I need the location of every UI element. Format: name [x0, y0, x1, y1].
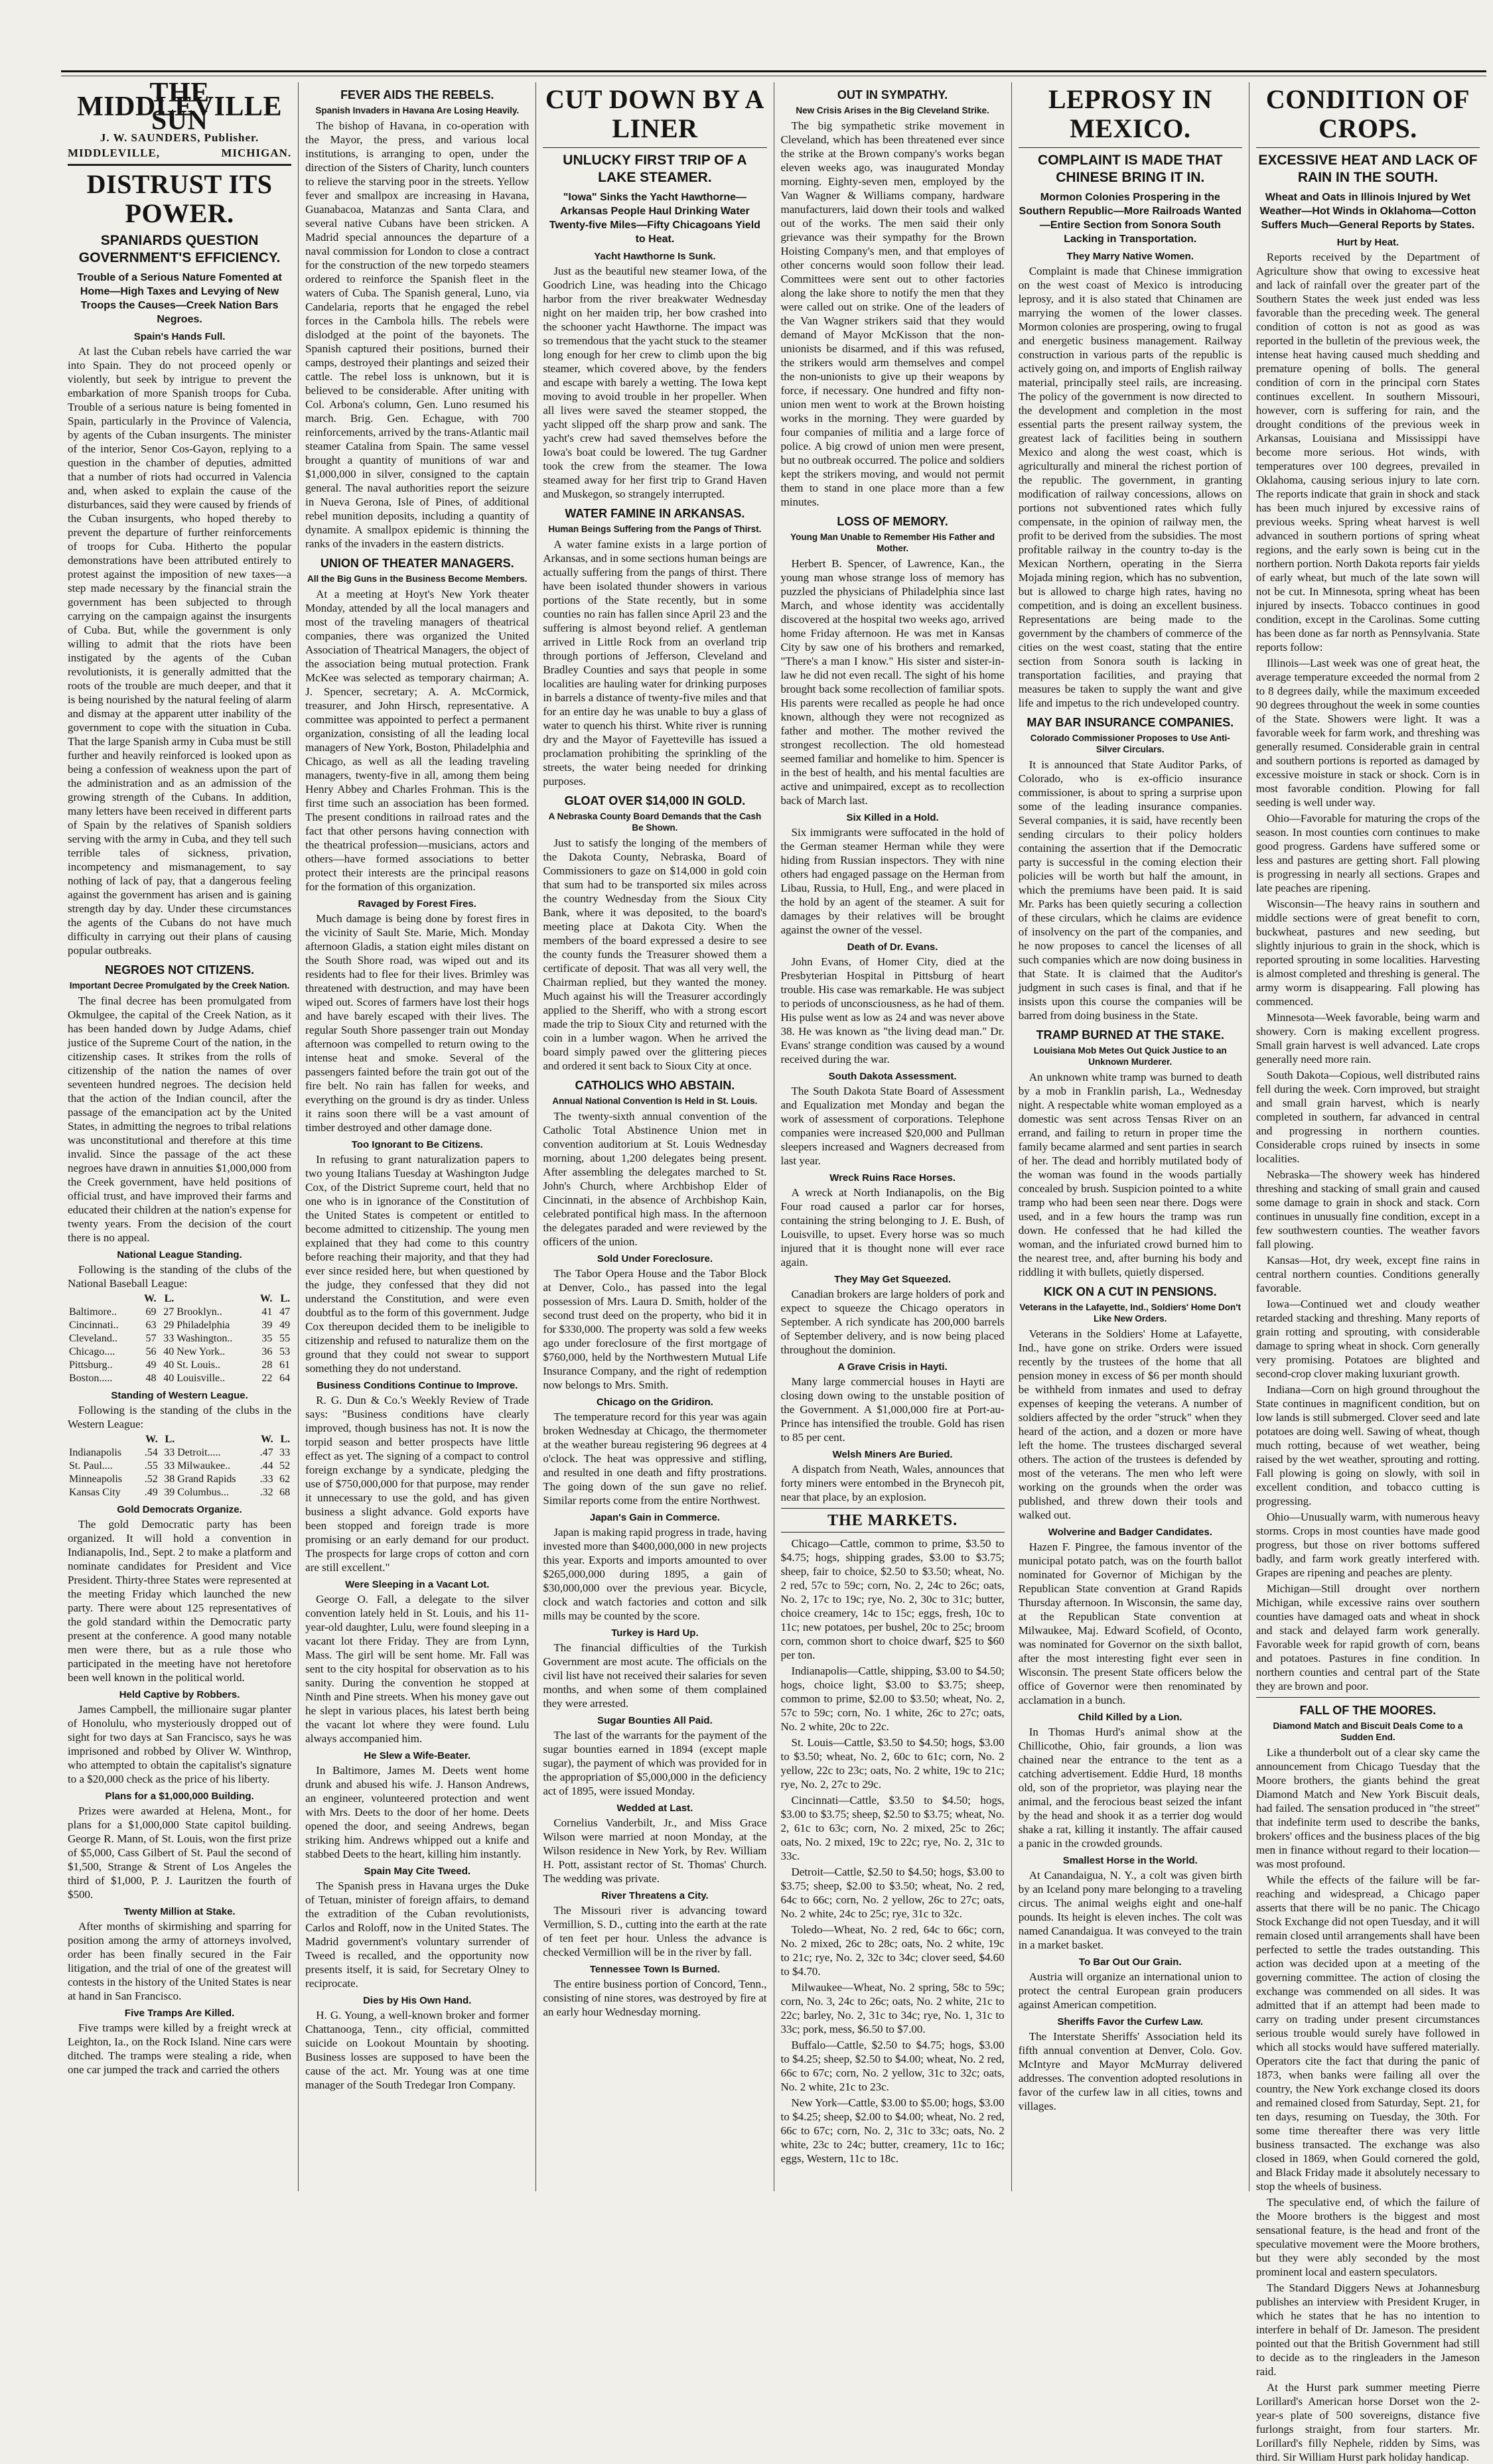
deck-secondary: "Iowa" Sinks the Yacht Hawthorne—Arkansas People Haul Drinking Water Twenty-five Miles—Fifty Chicagoans Yield to Heat.	[549, 192, 760, 245]
team-stat: .47	[259, 1447, 273, 1458]
market-report: Milwaukee—Wheat, No. 2 spring, 58c to 59c; corn, No. 3, 24c to 26c; oats, No. 2 white, 21c to 22c; barley, No. 2, 31c to 34c; rye, No. 1, 31c to 33c; pork, mess, $6.50 to $7.00.	[780, 1981, 1005, 2035]
team-name: Indianapolis	[69, 1447, 122, 1458]
team-stat: 38	[164, 1473, 175, 1485]
market-report: New York—Cattle, $3.00 to $5.00; hogs, $3.00 to $4.25; sheep, $2.00 to $4.00; wheat, No. 2 red, 66c to 67c; corn, No. 2, 31c to 33c; oats, No. 2 white, 23c to 24c; butter, creamery, 11c to 16c; eggs, Western, 11c to 18c.	[780, 2096, 1005, 2165]
article-deck: A Nebraska County Board Demands that the Cash Be Shown.	[548, 811, 762, 833]
article-title: Too Ignorant to Be Citizens.	[351, 1139, 483, 1150]
article-body: In Baltimore, James M. Deets went home drunk and abused his wife. J. Hanson Andrews, an engineer, volunteered protection and went with Mrs. Deets to the door of her home. Deets opened the door, and seeing Andrews, began striking him. Andrews whipped out a knife and stabbed Deets to the heart, killing him instantly.	[305, 1764, 530, 1860]
article-title: He Slew a Wife-Beater.	[364, 1750, 471, 1761]
table-row	[68, 1372, 291, 1385]
market-report: St. Louis—Cattle, $3.50 to $4.50; hogs, $3.00 to $3.50; wheat, No. 2, 60c to 61c; corn, No. 2 yellow, 22c to 23c; oats, No. 2 white, 19c to 21c; rye, No. 2, 27c to 29c.	[780, 1736, 1005, 1791]
article-body: The Missouri river is advancing toward Vermillion, S. D., cutting into the earth at the rate of ten feet per hour. Unless the advance is checked Vermillion will be in the river by fall.	[543, 1904, 767, 1958]
article-deck: Veterans in the Lafayette, Ind., Soldiers' Home Don't Like New Orders.	[1019, 1302, 1242, 1324]
article-body: The financial difficulties of the Turkish Government are most acute. The officials on the civil list have not received their salaries for seven months, and when some of them complained they were arrested.	[543, 1641, 767, 1710]
article-title: Twenty Million at Stake.	[123, 1906, 236, 1917]
team-stat: 33	[163, 1333, 175, 1344]
article-body: Ohio—Unusually warm, with numerous heavy storms. Crops in most counties have made good progress, but those on river bottoms suffered badly, and farm work greatly interfered with. Grapes are ripening and peaches are plenty.	[1255, 1511, 1480, 1579]
article-title: Spain May Cite Tweed.	[364, 1866, 471, 1877]
markets-title: THE MARKETS.	[827, 1512, 958, 1529]
team-stat: .55	[144, 1460, 158, 1472]
masthead-state: MICHIGAN.	[221, 147, 292, 159]
article-title: LOSS OF MEMORY.	[837, 515, 948, 528]
team-stat: 40	[163, 1359, 175, 1371]
team-stat: 39	[261, 1320, 273, 1331]
article-title: Held Captive by Robbers.	[119, 1689, 240, 1700]
team-stat: 49	[145, 1359, 157, 1371]
masthead-publisher-line	[68, 131, 291, 145]
team-name: St. Paul....	[69, 1460, 113, 1472]
column-1	[61, 78, 299, 2191]
article-body: Five tramps were killed by a freight wreck at Leighton, Ia., on the Rock Island. Nine cars were ditched. The tramps were stealing a ride, when one car jumped the track and carried the others	[68, 2021, 292, 2076]
article-title: Welsh Miners Are Buried.	[832, 1449, 953, 1460]
team-stat: 33	[279, 1447, 291, 1458]
article-body: Michigan—Still drought over northern Michigan, while excessive rains over southern counties have damaged oats and wheat in shock and stack and delayed farm work generally. Favorable week for rapid growth of corn, beans and potatoes. Pastures in fine condition. In northern counties and central part of the State they are brown and poor.	[1255, 1582, 1480, 1692]
article-body: The South Dakota State Board of Assessment and Equalization met Monday and began the work of assessment of corporations. Telephone companies were increased $20,000 and Pullman sleepers increased and Wagners decreased from last year.	[780, 1085, 1005, 1167]
article-body: The Standard Diggers News at Johannesburg publishes an interview with President Kruger, in which he states that he has no intention to interfere in behalf of Dr. Jameson. The president pointed out that the British Government had still to decide as to the ringleaders in the Jameson raid.	[1255, 2282, 1480, 2378]
team-name: Minneapolis	[69, 1473, 122, 1485]
deck-primary: COMPLAINT IS MADE THAT CHINESE BRING IT IN.	[1038, 153, 1223, 185]
team-stat: 36	[261, 1346, 273, 1357]
article-deck: Human Beings Suffering from the Pangs of Thirst.	[548, 524, 762, 534]
top-rule	[61, 70, 1486, 72]
article-body: A dispatch from Neath, Wales, announces that forty miners were entombed in the Brynecoh pit, near that place, by an explosion.	[780, 1463, 1005, 1503]
article-title: National League Standing.	[117, 1249, 242, 1261]
column-3	[536, 82, 774, 2191]
headline: DISTRUST ITS POWER.	[86, 169, 273, 228]
team-stat: 53	[279, 1346, 291, 1357]
rule	[1019, 147, 1242, 148]
article-title: GLOAT OVER $14,000 IN GOLD.	[564, 794, 746, 807]
article-body: Canadian brokers are large holders of pork and expect to squeeze the Chicago operators in September. A rich syndicate has 200,000 barrels of September delivery, and is now being placed throughout the dominion.	[780, 1288, 1005, 1356]
team-stat: 22	[261, 1373, 273, 1384]
column-5	[1012, 82, 1249, 2191]
team-name: Boston.....	[69, 1373, 113, 1384]
article-body: Hazen F. Pingree, the famous inventor of the municipal potato patch, was on the fourth ballot nominated for Governor of Michigan by the Republican State convention at Grand Rapids Thursday afternoon. In Wisconsin, the same day, at the Republican State convention at Milwaukee, Maj. Edward Scofield, of Oconto, was nominated for Governor on the sixth ballot, after the most interesting fight ever seen in Wisconsin. The present State officers below the office of Governor were then renominated by acclamation in a bunch.	[1018, 1540, 1242, 1706]
team-name: Louisville..	[177, 1373, 226, 1384]
article-body: South Dakota—Copious, well distributed rains fell during the week. Corn improved, but straight and small grain harvest, which is nearly completed in southern, far advanced in central and progressing in northern counties. Considerable crops ruined by insects in some localities.	[1255, 1069, 1480, 1165]
article-body: H. G. Young, a well-known broker and former Chattanooga, Tenn., city official, committed suicide on Lookout Mountain by shooting. Business losses are supposed to have been the cause of the act. Mr. Young was at one time manager of the South Tredegar Iron Company.	[305, 2009, 530, 2091]
team-stat: .44	[259, 1460, 273, 1472]
table-header: W. L. W. L.	[143, 1293, 291, 1304]
article-body: James Campbell, the millionaire sugar planter of Honolulu, who mysteriously dropped out of sight for two days at San Francisco, says he was imprisoned and robbed by Oliver W. Winthrop, who attempted to obtain the capitalist's signature to a $20,000 check as the price of his liberty.	[68, 1703, 292, 1785]
article-body: The gold Democratic party has been organized. It will hold a convention in Indianapolis, Ind., Sept. 2 to make a platform and nominate candidates for President and Vice President. Thirty-three States were represented at the meeting Friday which launched the new party. There were about 125 representatives of the gold standard within the Democratic party present at the conference. A good many notable men were there, but as a rule those who participated in the meeting have not heretofore been well known in the political world.	[68, 1518, 292, 1684]
team-stat: 47	[279, 1306, 291, 1318]
article-body: R. G. Dun & Co.'s Weekly Review of Trade says: "Business conditions have clearly improved, though business has not. It is now the torpid season and better prospects have little effect as yet. The signing of a compact to control foreign exchange by a syndicate, pledging the use of $750,000,000 for that purpose, may render it unnecessary to use the gold, and has given business a slight advance. Gold exports have been stopped and foreign trade is more promising or an early demand for our product. The prospects for large crops of cotton and corn are still excellent."	[305, 1394, 530, 1574]
table-header: W. L. W. L.	[145, 1434, 291, 1445]
article-title: Ravaged by Forest Fires.	[358, 898, 476, 910]
article-body: Nebraska—The showery week has hindered threshing and stacking of small grain and caused some damage to grain in shock and stack. Corn continues in unusually fine condition, except in a few southwestern counties. The weather favors fall plowing.	[1255, 1168, 1480, 1251]
article-body: Minnesota—Week favorable, being warm and showery. Corn is making excellent progress. Small grain harvest is well advanced. Late crops generally need more rain.	[1255, 1011, 1480, 1065]
article-body: The Spanish press in Havana urges the Duke of Tetuan, minister of foreign affairs, to demand the extradition of the Cuban revolutionists, Carlos and Roloff, now in the United States. The Madrid government's voluntary surrender of Tweed is recalled, and the opportunity now presents itself, it is said, for Secretary Olney to reciprocate.	[305, 1880, 530, 1990]
deck-primary: EXCESSIVE HEAT AND LACK OF RAIN IN THE SOUTH.	[1258, 153, 1478, 185]
team-stat: 68	[279, 1487, 291, 1498]
table-row	[68, 1359, 291, 1372]
article-title: Smallest Horse in the World.	[1062, 1855, 1198, 1866]
team-stat: 40	[163, 1346, 175, 1357]
article-title: WATER FAMINE IN ARKANSAS.	[565, 507, 745, 520]
team-stat: .54	[144, 1447, 158, 1458]
article-title: Turkey is Hard Up.	[611, 1627, 699, 1639]
article-body: Cornelius Vanderbilt, Jr., and Miss Grace Wilson were married at noon Monday, at the Wilson residence in New York, by Rev. William H. Pott, assistant rector of St. Thomas' Church. The wedding was private.	[543, 1816, 767, 1885]
team-name: Columbus...	[177, 1487, 229, 1498]
article-body: Wisconsin—The heavy rains in southern and middle sections were of great benefit to corn, buckwheat, pastures and new seeding, but slightly injurious to grain in the shock, which is reported sprouting in some localities. Harvesting is almost completed and threshing is general. The army worm is disappearing. Fall plowing has commenced.	[1255, 898, 1480, 1008]
article-body: The last of the warrants for the payment of the sugar bounties earned in 1894 (except maple sugar), the payment of which was provided for in the appropriation of $5,000,000 in the deficiency act of 1895, were issued Monday.	[543, 1729, 767, 1797]
team-stat: .49	[144, 1487, 158, 1498]
team-stat: 48	[145, 1373, 157, 1384]
masthead-town: MIDDLEVILLE,	[68, 147, 161, 159]
western-league-rows	[68, 1446, 291, 1499]
article-title: Standing of Western League.	[111, 1390, 248, 1401]
article-title: FALL OF THE MOORES.	[1299, 1704, 1437, 1717]
article-deck: Louisiana Mob Metes Out Quick Justice to an Unknown Murderer.	[1033, 1046, 1227, 1067]
team-stat: 49	[279, 1320, 291, 1331]
table-row	[68, 1332, 291, 1345]
article-body: Six immigrants were suffocated in the hold of the German steamer Herman while they were hiding from Russian inspectors. They with nine others had engaged passage on the Herman from Libau, Russia, to Hull, Eng., and were placed in the hold by an agent of the steamer. A suit for damages by their relatives will be brought against the owner of the vessel.	[780, 826, 1005, 936]
market-report: Indianapolis—Cattle, shipping, $3.00 to $4.50; hogs, choice light, $3.00 to $3.75; sheep, common to prime, $2.00 to $3.50; wheat, No. 2, 57c to 59c; corn, No. 1 white, 26c to 27c; oats, No. 2 white, 20c to 22c.	[780, 1665, 1005, 1733]
article-title: They Marry Native Women.	[1066, 251, 1194, 262]
article-body: In refusing to grant naturalization papers to two young Italians Tuesday at Washington Judge Cox, of the District Supreme court, held that no one who is in ignorance of the Constitution of the United States is competent or entitled to become admitted to citizenship. The young men explained that they had come to this country before reaching their majority, and that they had ever since resided here, but when questioned by the judge, they confessed that they did not understand the Constitution, and were even doubtful as to the form of this government. Judge Cox thereupon decided them to be ineligible to citizenship and refused to naturalize them on the ground that they could not swear to support something they do not understand.	[305, 1153, 530, 1375]
market-report: Toledo—Wheat, No. 2 red, 64c to 66c; corn, No. 2 mixed, 26c to 28c; oats, No. 2 white, 19c to 21c; rye, No. 2, 32c to 34c; clover seed, $4.60 to $4.70.	[780, 1923, 1005, 1978]
article-title: Wolverine and Badger Candidates.	[1048, 1527, 1212, 1538]
deck-primary: UNLUCKY FIRST TRIP OF A LAKE STEAMER.	[563, 153, 747, 185]
masthead-location-line	[68, 146, 291, 160]
article-title: Child Killed by a Lion.	[1078, 1712, 1182, 1723]
article-body: Austria will organize an international union to protect the central European grain producers against American competition.	[1018, 1970, 1242, 2011]
article-body: Iowa—Continued wet and cloudy weather retarded stacking and threshing. Many reports of grain rotting and sprouting, with considerable damage to spring wheat in shock. Corn generally very promising. Potatoes are blighted and second-crop clover making luxuriant growth.	[1255, 1298, 1480, 1380]
article-body: Following is the standing of the clubs of the National Baseball League:	[68, 1263, 292, 1290]
article-title: UNION OF THEATER MANAGERS.	[320, 557, 514, 570]
article-deck: Important Decree Promulgated by the Creek Nation.	[69, 981, 290, 991]
team-name: Philadelphia	[177, 1320, 230, 1331]
rule	[781, 1532, 1005, 1533]
market-report: Cincinnati—Cattle, $3.50 to $4.50; hogs, $3.00 to $3.75; sheep, $2.50 to $3.75; wheat, No. 2, 61c to 63c; corn, No. 2 mixed, 25c to 26c; oats, No. 2 mixed, 19c to 22c; rye, No. 2, 31c to 33c.	[780, 1794, 1005, 1862]
team-stat: 41	[261, 1306, 273, 1318]
team-stat: .32	[259, 1487, 273, 1498]
article-title: OUT IN SYMPATHY.	[837, 88, 948, 102]
table-row	[68, 1446, 291, 1460]
team-stat: 29	[163, 1320, 175, 1331]
article-title: Spain's Hands Full.	[133, 331, 226, 342]
article-body: Complaint is made that Chinese immigration on the west coast of Mexico is introducing leprosy, and it is also stated that Chinamen are marrying the women of the lower classes. Mormon colonies are prospering, owing to frugal and energetic business management. Railway construction in various parts of the republic is actively going on, and imports of English railway material, principally steel rails, are increasing. The policy of the government is now directed to the development and completion in the most essential parts the present railway system, the greatest lack of facilities being in southern Mexico and along the west coast, which is agriculturally and mineral the richest portion of the republic. The government, in granting modification of railway concessions, allows on portions not subventioned rates which fully compensate, in the opinion of railway men, the profit to be derived from the subsidies. The most profitable railway in the country to-day is the Mexican Northern, operating in the Sierra Mojada mining region, which has no subvention, but is allowed to charge high rates, having no competition, and is doing an excellent business. Representations are being made to the government by the chambers of commerce of the cities on the west coast, stating that the entire section from Sonora south is lacking in transportation facilities, and praying that measures be taken to supply the want and give life and impetus to the rich undeveloped country.	[1018, 265, 1242, 709]
western-league-table	[68, 1433, 291, 1499]
team-stat: 61	[279, 1359, 291, 1371]
article-body: At the Hurst park summer meeting Pierre Lorillard's American horse Dorset won the 2-year-s plate of 500 sovereigns, distance five furlongs straight, from four starters. Mr. Lorillard's filly Nephele, ridden by Sims, was third. Sir William Hurst park holiday handicap.	[1255, 2381, 1480, 2463]
team-stat: 55	[279, 1333, 291, 1344]
national-league-rows	[68, 1306, 291, 1385]
article-title: Business Conditions Continue to Improve.	[317, 1380, 518, 1391]
article-body: An unknown white tramp was burned to death by a mob in Franklin parish, La., Wednesday night. A respectable white woman employed as a domestic was sent across Tensas River on an errand, and failing to return in proper time the family became alarmed and sent parties in search of her. The dead and horribly mutilated body of the woman was found in the woods partially concealed by brush. Suspicion pointed to a white tramp who had been seen near there. Dogs were used, and in a few hours the tramp was run down. He confessed that he had killed the woman, and the infuriated crowd burned him to the nearest tree, and, after burning his body and riddling it with bullets, quietly dispersed.	[1018, 1071, 1242, 1278]
article-body: Just as the beautiful new steamer Iowa, of the Goodrich Line, was heading into the Chicago harbor from the river breakwater Wednesday night on her maiden trip, her bow crashed into the schooner yacht Hawthorne. The impact was so tremendous that the yacht stuck to the steamer long enough for her crew to climb upon the big steamer, which covered above, by the fenders and escape with barely a wetting. The Iowa kept moving to avoid trouble in her propeller. When all lives were saved the steamer stopped, the yacht slipped off the sharp prow and sank. The yacht's crew had saved themselves before the Iowa's boat could be lowered. The tug Gardner took the crew from the steamer. The Iowa steamed away for her first trip to Grand Haven and Muskegon, so strangely interrupted.	[543, 265, 767, 500]
article-body: A water famine exists in a large portion of Arkansas, and in some sections human beings are actually suffering from the pangs of thirst. There have been isolated thunder showers in various portions of the State recently, but in some counties no rain has fallen since April 23 and the suffering is almost beyond relief. A gentleman arrived in Little Rock from an overland trip through portions of Jefferson, Cleveland and Bradley Counties and says that people in some localities are hauling water for drinking purposes in barrels a distance of twenty-five miles and that for an entire day he was unable to buy a glass of water to quench his thirst. White river is running dry and the Mayor of Fayetteville has issued a proclamation prohibiting the sprinkling of the streets, the water being needed for drinking purposes.	[543, 538, 767, 787]
article-body: At a meeting at Hoyt's New York theater Monday, attended by all the local managers and most of the traveling managers of theatrical companies, there was organized the United Association of Theatrical Managers, the object of the association being mutual protection. Frank McKee was selected as temporary chairman; A. J. Spencer, secretary; A. A. McCormick, treasurer, and John Hirsch, representative. A committee was appointed to perfect a permanent organization, consisting of all the leading local managers of New York, Boston, Philadelphia and Chicago, as well as all the leading traveling managers, twenty-five in all, among them being Henry Abbey and Charles Frohman. This is the first time such an association has been formed. The present conditions in railroad rates and the fact that other persons having connection with the theatrical profession—musicians, actors and others—have formed associations to better protect their interests are the principal reasons for the formation of this organization.	[305, 588, 530, 893]
team-name: Brooklyn..	[177, 1306, 222, 1318]
team-stat: 33	[164, 1447, 175, 1458]
article-title: Death of Dr. Evans.	[847, 941, 938, 953]
article-body: The twenty-sixth annual convention of the Catholic Total Abstinence Union met in convention auditorium at St. Louis Wednesday morning, about 1,200 delegates being present. After assembling the delegates marched to St. John's Church, where Archbishop Elder of Cincinnati, in the absence of Archbishop Kain, celebrated pontifical high mass. In the afternoon the delegates paraded and were reviewed by the officers of the union.	[543, 1110, 767, 1248]
article-title: A Grave Crisis in Hayti.	[837, 1361, 948, 1373]
table-row	[68, 1460, 291, 1473]
article-body: The final decree has been promulgated from Okmulgee, the capital of the Creek Nation, as it has been handed down by Judge Adams, chief justice of the Supreme Court of the nation, in the citizenship cases. It strikes from the rolls of citizenship of the nation the names of over seventeen hundred negroes. The decision held that the action of the Indian council, after the passage of the emancipation act by the United States, in admitting the negroes to tribal relations was unconstitutional and therefore at this time invalid. Since the passage of the act these negroes have drawn in annuities $1,000,000 from the Creek government, have held positions of official trust, and have improved their farms and educated their children at the nation's expense for twenty years. From the decision of the court there is no appeal.	[68, 994, 292, 1244]
headline: LEPROSY IN MEXICO.	[1048, 84, 1212, 143]
article-title: They May Get Squeezed.	[834, 1274, 952, 1285]
article-body: The bishop of Havana, in co-operation with the Mayor, the press, and various local institutions, is arranging to open, under the direction of the Sisters of Charity, lunch counters to relieve the starving poor in the streets. Yellow fever and smallpox are increasing in Havana, Guanabacoa, Matanzas and Santa Clara, and several native Cubans have been stricken. A Madrid special announces the departure of a naval commission for London to close a contract for the construction of the new torpedo steamers ordered to reinforce the Spanish fleet in the waters of Cuba. The Spanish general, Luno, via Candelaria, reports that he engaged the rebel forces in the Cambola hills. The rebels were dislodged at the point of the bayonets. The Spanish captured their positions, burned their camps, destroyed their plantings and seized their cattle. The rebel loss is unknown, but it is believed to be considerable. After uniting with Col. Arbona's column, Gen. Luno resumed his march. Brig. Gen. Echague, with 700 reinforcements, arrived by the trans-Atlantic mail steamer Catalina from Spain. The same vessel brought a quantity of munitions of war and $1,000,000 in silver, consigned to the captain general. The naval authorities report the seizure in Nueva Gerona, Isle of Pines, of additional rebel munition deposits, including a quantity of dynamite. A smallpox epidemic is thinning the ranks of the invaders in the eastern districts.	[305, 119, 530, 550]
article-body: In Thomas Hurd's animal show at the Chillicothe, Ohio, fair grounds, a lion was chained near the entrance to the tent as a catching advertisement. Eddie Hurd, 18 months old, son of the proprietor, was playing near the animal, and the ferocious beast seized the infant by the head and shook it as a terrier dog would shake a rat, killing it instantly. The affair caused a panic in the crowded grounds.	[1018, 1726, 1242, 1850]
columns	[61, 78, 1486, 2463]
article-body: At last the Cuban rebels have carried the war into Spain. They do not proceed openly or violently, but seek by intrigue to prevent the embarkation of more Spanish troops for Cuba. Trouble of a serious nature is being fomented in Spain, particularly in the Province of Valencia, by agents of the Cuban insurgents. The minister of the interior, Senor Cos-Gayon, replying to a question in the chamber of deputies, admitted that a number of riots had occurred in Valencia and, when asked to explain the cause of the disturbances, said they were caused by friends of the Cuban insurgents, who hoped thereby to prevent the departure of further reinforcements of troops for Cuba. Hitherto the popular demonstrations have been attributed entirely to protest against the imposition of new taxes—a step made necessary by the financial strain the government has been subjected to through carrying on the campaign against the insurgents of Cuba. But, while the government is only willing to admit that the riots have been instigated by the agents of the Cuban revolutionists, it is generally admitted that the roots of the trouble are much deeper, and that it is being nourished by the natural feeling of alarm and dismay at the apparent utter inability of the government to cope with the situation in Cuba. That the large Spanish army in Cuba must be still further and heavily reinforced is looked upon as being a confession of weakness upon the part of the administration and as an admission of the growing strength of the Cubans. In addition, many letters have been received in different parts of Spain by the relatives of Spanish soldiers serving with the army in Cuba, and they tell such terrible tales of sickness, privation, incompetency and mismanagement, to say nothing of lack of pay, that a dangerous feeling against the government has arisen and is gaining strength day by day. Under these circumstances the agents of the Cubans do not have much difficulty in carrying out their plans of causing popular outbreaks.	[68, 345, 292, 957]
article-body: Many large commercial houses in Hayti are closing down owing to the unstable position of the Government. A $1,000,000 fire at Port-au-Prince has intensified the trouble. Gold has risen to 85 per cent.	[780, 1375, 1005, 1444]
article-body: Like a thunderbolt out of a clear sky came the announcement from Chicago Tuesday that the Moore brothers, the giants behind the great Diamond Match and New York Biscuit deals, had failed. The sensation produced in "the street" that indefinite term used to describe the banks, brokers' offices and the business places of the big men in finance without regard to their location—was most profound.	[1255, 1746, 1480, 1870]
article-body: The Interstate Sheriffs' Association held its fifth annual convention at Denver, Colo. Gov. McIntyre and Mayor McMurray delivered addresses. The convention adopted resolutions in favor of the curfew law in all cities, towns and villages.	[1018, 2030, 1242, 2112]
column-2	[299, 82, 536, 2191]
article-body: At Canandaigua, N. Y., a colt was given birth by an Iceland pony mare belonging to a traveling circus. The animal weighs eight and one-half pounds. Its height is eleven inches. The colt was named Canandaigua. It was conveyed to the train in a market basket.	[1018, 1869, 1242, 1951]
team-stat: 28	[261, 1359, 273, 1371]
deck-secondary: Trouble of a Serious Nature Fomented at Home—High Taxes and Levying of New Troops the Causes—Creek Nation Bars Negroes.	[77, 272, 282, 325]
team-stat: 27	[163, 1306, 175, 1318]
masthead-publisher: J. W. SAUNDERS, Publisher.	[100, 131, 259, 144]
article-body: Prizes were awarded at Helena, Mont., for plans for a $1,000,000 State capitol building. George R. Mann, of St. Louis, won the first prize of $5,000, Cass Gilbert of St. Paul the second of $1,500, Strange & Strent of Los Angeles the third of $1,000, P. J. Lauritzen the fourth of $500.	[68, 1805, 292, 1901]
rule	[1256, 147, 1480, 148]
article-title: MAY BAR INSURANCE COMPANIES.	[1027, 716, 1234, 729]
article-title: Sheriffs Favor the Curfew Law.	[1057, 2016, 1204, 2027]
headline: CUT DOWN BY A LINER	[545, 84, 764, 143]
team-name: St. Louis..	[177, 1359, 221, 1371]
team-stat: 62	[279, 1473, 291, 1485]
article-deck: Colorado Commissioner Proposes to Use Anti-Silver Circulars.	[1030, 733, 1230, 754]
article-body: Kansas—Hot, dry week, except fine rains in central northern counties. Conditions generally favorable.	[1255, 1254, 1480, 1294]
column-4	[774, 82, 1012, 2191]
article-body: The speculative end, of which the failure of the Moore brothers is the biggest and most sensational feature, is the head and front of the speculative movement were the Moore brothers, but they were ably seconded by the most prominent local and eastern speculators.	[1255, 2196, 1480, 2278]
team-name: Pittsburg..	[69, 1359, 113, 1371]
article-body: The big sympathetic strike movement in Cleveland, which has been threatened ever since the strike at the Brown company's works began eleven weeks ago, was inaugurated Monday morning. Eighty-seven men, employed by the Van Wagner & Williams company, hardware manufacturers, laid down their tools and walked out of the works. The men said their only grievance was their sympathy for the Brown Hoisting Company's men, and that employes of other concerns would soon follow their lead. Committees were sent out to other factories along the lake shore to notify the men that they were called out on strike. One of the leaders of the Van Wagner strikers said that they would demand of Mayor McKisson that the non-unionists be disarmed, and if this was refused, the strikers would arm themselves and compel the non-unionists to give up their weapons by force, if necessary. One hundred and fifty non-union men went to work at the Brown hoisting works in the morning. They were guarded by four companies of militia and a large force of police. A big crowd of union men were present, but no outbreak occurred. The police and soldiers kept the strikers moving, and would not permit them to stand in one place more than a few minutes.	[780, 119, 1005, 508]
article-body: The temperature record for this year was again broken Wednesday at Chicago, the thermometer at the weather bureau registering 96 degrees at 4 o'clock. The heat was oppressive and stifling, and resulted in one death and fifty prostrations. The going down of the sun gave no relief. Similar reports come from the entire Northwest.	[543, 1410, 767, 1507]
headline: CONDITION OF CROPS.	[1265, 84, 1470, 143]
article-title: Wedded at Last.	[616, 1803, 693, 1814]
team-stat: .52	[144, 1473, 158, 1485]
rule	[1256, 1697, 1480, 1698]
team-name: Cleveland..	[69, 1333, 117, 1344]
article-body: Just to satisfy the longing of the members of the Dakota County, Nebraska, Board of Commissioners to gaze on $14,000 in gold coin that sum had to be transported six miles across the country Wednesday from the Sioux City Bank, where it was deposited, to the board's meeting place at Dakota City. When the members of the board expressed a desire to see the county funds the Treasurer showed them a certificate of deposit. That was all very well, the Chairman replied, but they wanted the money. Much against his will the Treasurer accordingly applied to the Sheriff, who with a strong escort made the trip to Sioux City and returned with the coin in a lumber wagon. When he arrived the board simply pawed over the glittering pieces and ordered it sent back to Sioux City at once.	[543, 837, 767, 1072]
article-deck: Annual National Convention Is Held in St. Louis.	[552, 1096, 758, 1106]
article-title: Tennessee Town Is Burned.	[589, 1964, 720, 1975]
team-name: Chicago....	[69, 1346, 115, 1357]
team-name: Baltimore..	[69, 1306, 117, 1318]
article-body: Ohio—Favorable for maturing the crops of the season. In most counties corn continues to make good progress. Gardens have suffered some or less and pastures are getting short. Fall plowing is progressing in nearly all sections. Grapes and late peaches are ripening.	[1255, 812, 1480, 894]
article-title: TRAMP BURNED AT THE STAKE.	[1036, 1028, 1224, 1042]
article-title: Japan's Gain in Commerce.	[589, 1512, 720, 1523]
article-deck: New Crisis Arises in the Big Cleveland Strike.	[796, 105, 989, 115]
article-deck: All the Big Guns in the Business Become Members.	[307, 574, 528, 584]
market-report: Buffalo—Cattle, $2.50 to $4.75; hogs, $3.00 to $4.25; sheep, $2.50 to $4.00; wheat, No. 2 red, 66c to 67c; corn, No. 2 yellow, 31c to 32c; oats, No. 2 white, 21c to 23c.	[780, 2039, 1005, 2093]
article-title: Sold Under Foreclosure.	[597, 1253, 713, 1265]
team-name: Cincinnati..	[69, 1320, 119, 1331]
table-row	[68, 1486, 291, 1499]
article-title: Dies by His Own Hand.	[363, 1995, 472, 2006]
national-league-table	[68, 1292, 291, 1385]
market-report: Chicago—Cattle, common to prime, $3.50 to $4.75; hogs, shipping grades, $3.00 to $3.75; sheep, fair to choice, $2.50 to $3.50; wheat, No. 2 red, 57c to 59c; corn, No. 2, 24c to 26c; oats, No. 2, 17c to 19c; rye, No. 2, 30c to 31c; butter, choice creamery, 14c to 15c; eggs, fresh, 10c to 11c; new potatoes, per bushel, 20c to 25c; broom corn, common short to choice dwarf, $25 to $60 per ton.	[780, 1537, 1005, 1661]
article-title: CATHOLICS WHO ABSTAIN.	[575, 1079, 735, 1092]
team-stat: 40	[163, 1373, 175, 1384]
article-title: FEVER AIDS THE REBELS.	[340, 88, 494, 102]
article-body: It is announced that State Auditor Parks, of Colorado, who is ex-officio insurance commissioner, is about to spring a surprise upon some of the leading insurance companies. Several companies, it is said, have recently been sending circulars to their policy holders containing the assertion that if the Democratic party is successful in the coming election their policies will be worth but half the amount, in which the premiums have been paid. It is said Mr. Parks has been quietly securing a collection of these circulars, which he claims are evidence of insolvency on the part of the companies, and he now proposes to cancel the licenses of all such companies which are now doing business in that State. It is claimed that the Auditor's judgment in such cases is final, and that if he insists upon this course the companies will be barred from doing business in the State.	[1018, 758, 1242, 1022]
team-name: New York..	[177, 1346, 226, 1357]
team-stat: 63	[145, 1320, 157, 1331]
article-title: Yacht Hawthorne Is Sunk.	[594, 251, 716, 262]
table-row	[68, 1306, 291, 1319]
table-row	[68, 1473, 291, 1486]
article-title: Plans for a $1,000,000 Building.	[105, 1791, 254, 1802]
article-title: Five Tramps Are Killed.	[124, 2008, 235, 2019]
article-body: Herbert B. Spencer, of Lawrence, Kan., the young man whose strange loss of memory has puzzled the physicians of Philadelphia since last March, and whose identity was accidentally discovered at the hospital two weeks ago, arrived home Friday afternoon. He was met in Kansas City by saw one of his brothers and remarked, "There's a man I know." His sister and sister-in-law he did not even recall. The sight of his home brought back some recollection of familiar spots. His parents were recalled as people he had once known, although they were not recognized as father and mother. The mother revived the strongest recollection. The old homestead seemed familiar and homelike to him. Spencer is in the best of health, and his mental faculties are active and unimpaired, except as to recollection back of March last.	[780, 557, 1005, 807]
team-stat: 35	[261, 1333, 273, 1344]
rule	[543, 147, 766, 148]
article-title: To Bar Out Our Grain.	[1078, 1956, 1182, 1968]
article-body: Illinois—Last week was one of great heat, the average temperature exceeded the normal from 2 to 8 degrees daily, while the maximum exceeded 90 degrees throughout the week in some counties of the State. Showers were light. It was a favorable week for farm work, and threshing was generally resumed. Considerable grain in central and southern portions is reported as damaged by excessive moisture in stack or shock. Corn is in most favorable condition. Plowing for fall seeding is well under way.	[1255, 657, 1480, 809]
masthead-rule	[68, 164, 291, 166]
article-body: Veterans in the Soldiers' Home at Lafayette, Ind., have gone on strike. Orders were issued recently by the trustees of the home that all pension money in excess of $6 per month should be withheld from inmates and used to defray expenses of keeping the veterans. A number of soldiers affected by the order "struck" when they heard of the action, and a dozen or more have left the home. The trustees discharged several others. The action of the trustees is defended by most of the veterans. The men who left were working on the grounds when the order was published, and threw down their tools and walked out.	[1018, 1328, 1242, 1521]
article-title: Sugar Bounties All Paid.	[597, 1715, 713, 1726]
team-stat: 69	[145, 1306, 157, 1318]
team-stat: 33	[164, 1460, 175, 1472]
article-body: While the effects of the failure will be far-reaching and widespread, a Chicago paper asserts that there will be no panic. The Chicago Stock Exchange did not open Tuesday, and it will remain closed until arrangements shall have been perfected to settle the trades outstanding. This action was decided upon at a meeting of the governing committee. The action of closing the exchange was commended on all sides. It was admitted that if an attempt had been made to carry on trading under present circumstances serious trouble would surely have followed in which all stocks would have suffered materially. Operators cite the fact that during the panic of 1873, when banks were failing all over the country, the New York exchange closed its doors and remained closed from Saturday, Sept. 21, for ten days, resuming on Tuesday, the 30th. For some time thereafter there was very little business transacted. The exchange was also closed in 1869, when Gould cornered the gold, and Black Friday made it absolutely necessary to stop the wheels of business.	[1255, 1874, 1480, 2193]
team-stat: .33	[259, 1473, 273, 1485]
article-body: Japan is making rapid progress in trade, having invested more than $400,000,000 in new projects this year. Exports and imports amounted to over $265,000,000 during 1895, a gain of $30,000,000 over the previous year. Bicycle, clock and watch factories and cotton and silk mills may be counted by the score.	[543, 1526, 767, 1622]
article-title: NEGROES NOT CITIZENS.	[105, 963, 255, 977]
deck-secondary: Wheat and Oats in Illinois Injured by Wet Weather—Hot Winds in Oklahoma—Cotton Suffers Much—General Reports by States.	[1259, 192, 1476, 231]
article-body: Following is the standing of the clubs in the Western League:	[68, 1404, 292, 1430]
market-report: Detroit—Cattle, $2.50 to $4.50; hogs, $3.00 to $3.75; sheep, $2.00 to $3.50; wheat, No. 2 red, 64c to 66c; corn, No. 2 yellow, 26c to 27c; oats, No. 2 white, 24c to 25c; rye, 31c to 32c.	[780, 1866, 1005, 1920]
article-title: Wreck Ruins Race Horses.	[829, 1172, 956, 1184]
article-body: A wreck at North Indianapolis, on the Big Four road caused a parlor car for horses, containing the string belonging to J. E. Bush, of Louisville, to upset. Every horse was so much injured that it is thought none will ever race again.	[780, 1186, 1005, 1268]
article-deck: Spanish Invaders in Havana Are Losing Heavily.	[315, 105, 520, 115]
team-stat: 57	[145, 1333, 157, 1344]
article-body: George O. Fall, a delegate to the silver convention lately held in St. Louis, and his 11-year-old daughter, Lulu, were found sleeping in a vacant lot there Friday. They are from Lynn, Mass. The girl will be sent home. Mr. Fall was sent to the city hospital for observation as to his sanity. During the convention he stopped at Ninth and Pine streets. When his money gave out he slept in various places, his latest berth being the vacant lot where they were found. Lulu always accompanied him.	[305, 1593, 530, 1745]
article-title: KICK ON A CUT IN PENSIONS.	[1043, 1285, 1217, 1298]
team-stat: 52	[279, 1460, 291, 1472]
article-body: The Tabor Opera House and the Tabor Block at Denver, Colo., has passed into the legal possession of Mrs. Laura D. Smith, holder of the second trust deed on the property, who bid it in for $330,000. The property was sold a few weeks ago under foreclosure of the first mortgage of $760,000, held by the Northwestern Mutual Life Insurance Company, and the right of redemption now belongs to Mrs. Smith.	[543, 1267, 767, 1391]
article-body: The entire business portion of Concord, Tenn., consisting of nine stores, was destroyed by fire at an early hour Wednesday morning.	[543, 1978, 767, 2018]
article-title: Six Killed in a Hold.	[846, 812, 939, 823]
article-body: Reports received by the Department of Agriculture show that owing to excessive heat and lack of rainfall over the greater part of the Southern States the week just ended was less favorable than the preceding week. The general condition of cotton is not as good as was reported in the bulletin of the previous week, the intense heat having caused much shedding and premature opening of bolls. The general condition of corn in the principal corn States continues excellent. In southern Missouri, however, corn is suffering for rain, and the drought conditions of the previous week in Arkansas, Louisiana and Mississippi have become more serious. Hot winds, with temperatures over 100 degrees, prevailed in Oklahoma, causing serious injury to late corn. The reports indicate that grain in shock and stack has been much injured by excessive rains of previous weeks. Spring wheat harvest is well advanced in southern portions of spring wheat regions, and the early sown is being cut in the northern portion. North Dakota reports fair yields of early wheat, but much of the late sown will not be cut. In Minnesota, spring wheat has been injured by insects. Tobacco continues in good condition, except in the Carolinas. Some cutting has been done as far north as Pennsylvania. State reports follow:	[1255, 251, 1480, 653]
article-body: John Evans, of Homer City, died at the Presbyterian Hospital in Pittsburg of heart trouble. His case was remarkable. He was subject to periods of unconsciousness, as he had of them. His pulse went as low as 24 and was never above 38. He was known as "the living dead man." Dr. Evans' strange condition was caused by a wound received during the war.	[780, 955, 1005, 1065]
article-title: Were Sleeping in a Vacant Lot.	[345, 1579, 490, 1590]
team-stat: 56	[145, 1346, 157, 1357]
deck-primary: SPANIARDS QUESTION GOVERNMENT'S EFFICIENCY.	[78, 233, 281, 265]
article-title: Chicago on the Gridiron.	[597, 1397, 713, 1408]
article-title: River Threatens a City.	[601, 1890, 709, 1901]
team-name: Detroit.....	[177, 1447, 221, 1458]
table-row	[68, 1345, 291, 1359]
masthead-title: THE MIDDLEVILLE SUN	[77, 78, 283, 136]
article-body: Much damage is being done by forest fires in the vicinity of Sault Ste. Marie, Mich. Monday afternoon Gladis, a station eight miles distant on the South Shore road, was wiped out and its residents had to flee for their lives. Brimley was threatened with destruction, and may have been wiped out. Scores of farmers have lost their hogs and have barely escaped with their lives. The regular South Shore passenger train out Monday afternoon was compelled to return owing to the intense heat and smoke. Several of the passengers fainted before the train got out of the fire belt. No rain has fallen for weeks, and everything on the ground is dry as tinder. Unless it rains soon there will be a vast amount of timber destroyed and other damage done.	[305, 912, 530, 1134]
article-title: Hurt by Heat.	[1336, 237, 1399, 248]
team-name: Milwaukee..	[177, 1460, 231, 1472]
table-row	[68, 1319, 291, 1332]
article-title: South Dakota Assessment.	[828, 1071, 957, 1082]
deck-secondary: Mormon Colonies Prospering in the Southern Republic—More Railroads Wanted—Entire Section from Sonora South Lacking in Transportation.	[1019, 192, 1242, 245]
team-stat: 39	[164, 1487, 175, 1498]
article-body: After months of skirmishing and sparring for position among the army of attorneys involved, order has been finally secured in the Fair litigation, and the trial of one of the greatest will contests in the history of the United States is near at hand in San Francisco.	[68, 1920, 292, 2002]
column-6	[1249, 82, 1486, 2463]
team-name: Washington..	[177, 1333, 233, 1344]
article-deck: Diamond Match and Biscuit Deals Come to a Sudden End.	[1273, 1721, 1463, 1742]
team-name: Kansas City	[69, 1487, 121, 1498]
article-body: Indiana—Corn on high ground throughout the State continues in magnificent condition, but on low lands is still submerged. Clover seed and late potatoes are doing well. Sawing of wheat, though much rotting, because of wet weather, being raised by the wet weather, sprouting and rotting. Fall plowing is going on slowly, with soil in excellent condition, and tobacco cutting is progressing.	[1255, 1383, 1480, 1507]
article-title: Gold Democrats Organize.	[117, 1504, 242, 1515]
team-stat: 64	[279, 1373, 291, 1384]
team-name: Grand Rapids	[177, 1473, 236, 1485]
rule	[781, 1508, 1005, 1509]
article-deck: Young Man Unable to Remember His Father and Mother.	[790, 532, 995, 553]
